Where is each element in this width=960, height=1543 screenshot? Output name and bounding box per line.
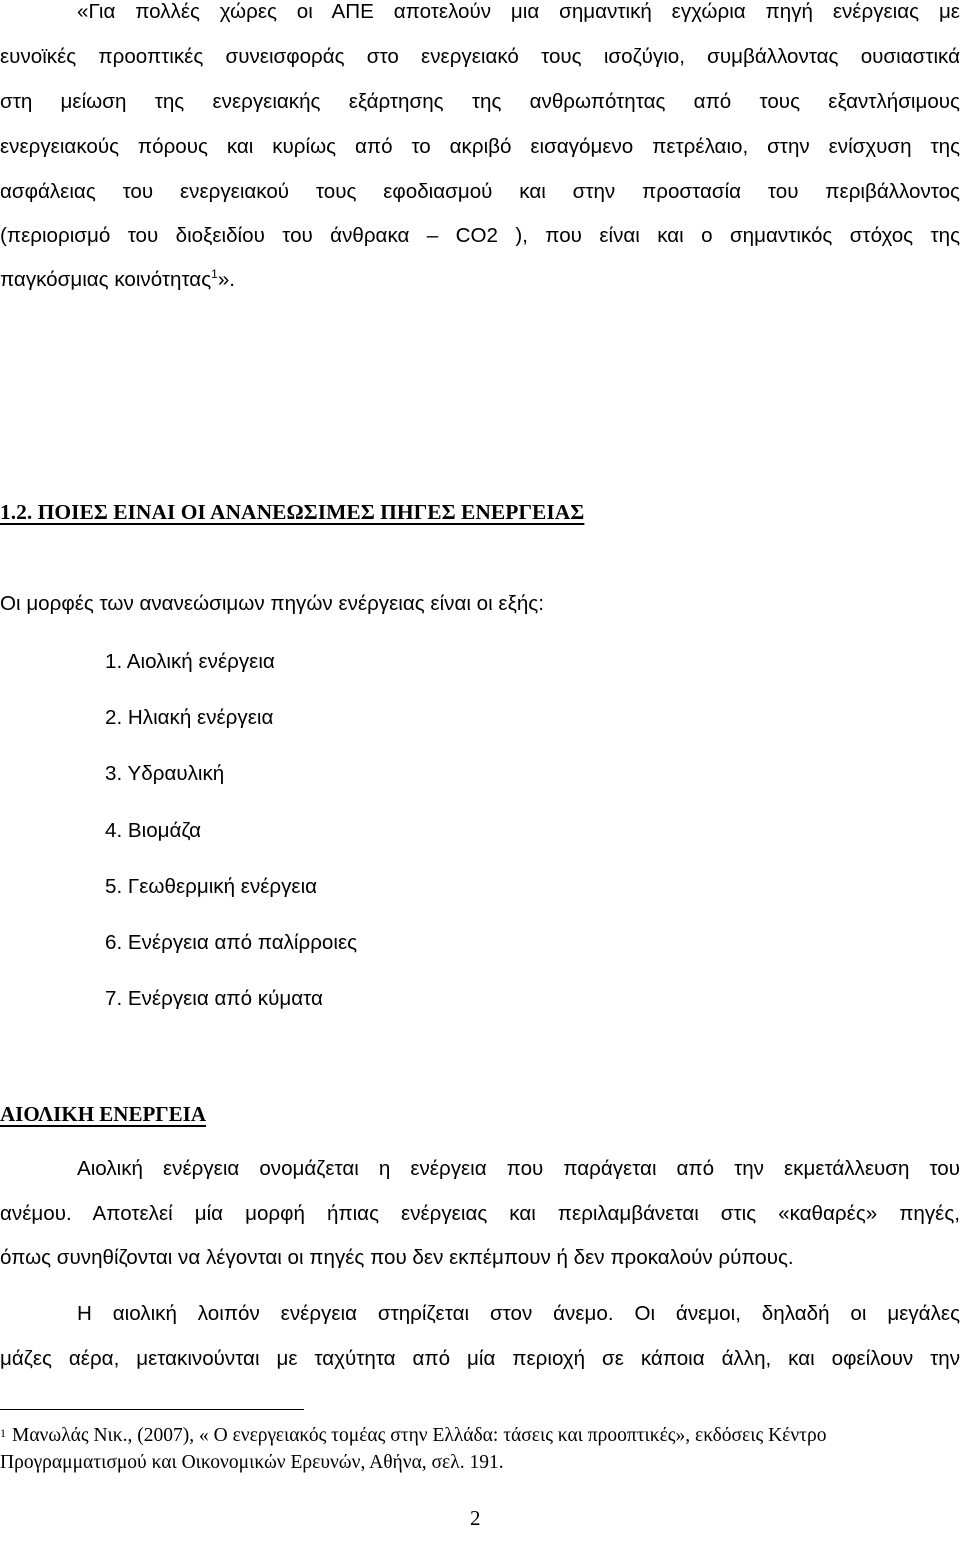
page-number: 2 (470, 1506, 481, 1530)
list-item: 6. Ενέργεια από παλίρροιες (105, 930, 358, 954)
footnote-separator (0, 1409, 304, 1410)
list-item: 7. Ενέργεια από κύματα (105, 987, 323, 1011)
quote-line-5: ασφάλειας του ενεργειακού τους εφοδιασμού και στην προστασία του περιβάλλοντος (0, 180, 960, 203)
quote-line-1: «Για πολλές χώρες οι ΑΠΕ αποτελούν μια σημαντική εγχώρια πηγή ενέργειας με (77, 0, 960, 23)
wind-p2-line-2: μάζες αέρα, μετακινούνται με ταχύτητα από μία περιοχή σε κάποια άλλη, και οφείλουν την (0, 1347, 960, 1370)
wind-energy-heading: ΑΙΟΛΙΚΗ ΕΝΕΡΓΕΙΑ (0, 1102, 206, 1126)
footnote (0, 1422, 960, 1476)
quote-line-6: (περιορισμό του διοξειδίου του άνθρακα – CO2 ), που είναι και ο σημαντικός στόχος της (0, 224, 960, 247)
section-intro: Οι μορφές των ανανεώσιμων πηγών ενέργειας είναι οι εξής: (0, 592, 544, 615)
list-item: 5. Γεωθερμική ενέργεια (105, 874, 318, 898)
wind-p2-line-1: Η αιολική λοιπόν ενέργεια στηρίζεται στον άνεμο. Οι άνεμοι, δηλαδή οι μεγάλες (77, 1302, 960, 1325)
list-item: 4. Βιομάζα (105, 818, 202, 842)
quote-line-7: παγκόσμιας κοινότητας$^1$». (0, 267, 235, 291)
list-item: 2. Ηλιακή ενέργεια (105, 706, 274, 730)
wind-p1-line-2: ανέμου. Αποτελεί μία μορφή ήπιας ενέργειας και περιλαμβάνεται στις «καθαρές» πηγές, (0, 1202, 960, 1225)
wind-p1-line-1: Αιολική ενέργεια ονομάζεται η ενέργεια που παράγεται από την εκμετάλλευση του (77, 1157, 960, 1180)
list-item: 3. Υδραυλική (105, 762, 225, 786)
footnote-number: 1 (0, 1426, 6, 1440)
footnote-line-2: Προγραμματισμού και Οικονομικών Ερευνών, Αθήνα, σελ. 191. (0, 1452, 504, 1473)
section-heading: 1.2. ΠΟΙΕΣ ΕΙΝΑΙ ΟΙ ΑΝΑΝΕΩΣΙΜΕΣ ΠΗΓΕΣ ΕΝΕΡΓΕΙΑΣ (0, 500, 585, 524)
footnote-line-1: $^1$ Μανωλάς Νικ., (2007), « Ο ενεργειακός τομέας στην Ελλάδα: τάσεις και προοπτικές», εκδόσεις Κέντρο (0, 1425, 827, 1446)
renewable-sources-list (105, 647, 357, 1040)
quote-line-2: ευνοϊκές προοπτικές συνεισφοράς στο ενεργειακό τους ισοζύγιο, συμβάλλοντας ουσιαστικά (0, 45, 960, 68)
quote-line-3: στη μείωση της ενεργειακής εξάρτησης της ανθρωπότητας από τους εξαντλήσιμους (0, 90, 960, 113)
quote-line-4: ενεργειακούς πόρους και κυρίως από το ακριβό εισαγόμενο πετρέλαιο, στην ενίσχυση της (0, 135, 960, 158)
footnote-reference[interactable]: 1 (211, 267, 218, 281)
wind-p1-line-3: όπως συνηθίζονται να λέγονται οι πηγές που δεν εκπέμπουν ή δεν προκαλούν ρύπους. (0, 1246, 794, 1269)
list-item: 1. Αιολική ενέργεια (105, 650, 275, 673)
